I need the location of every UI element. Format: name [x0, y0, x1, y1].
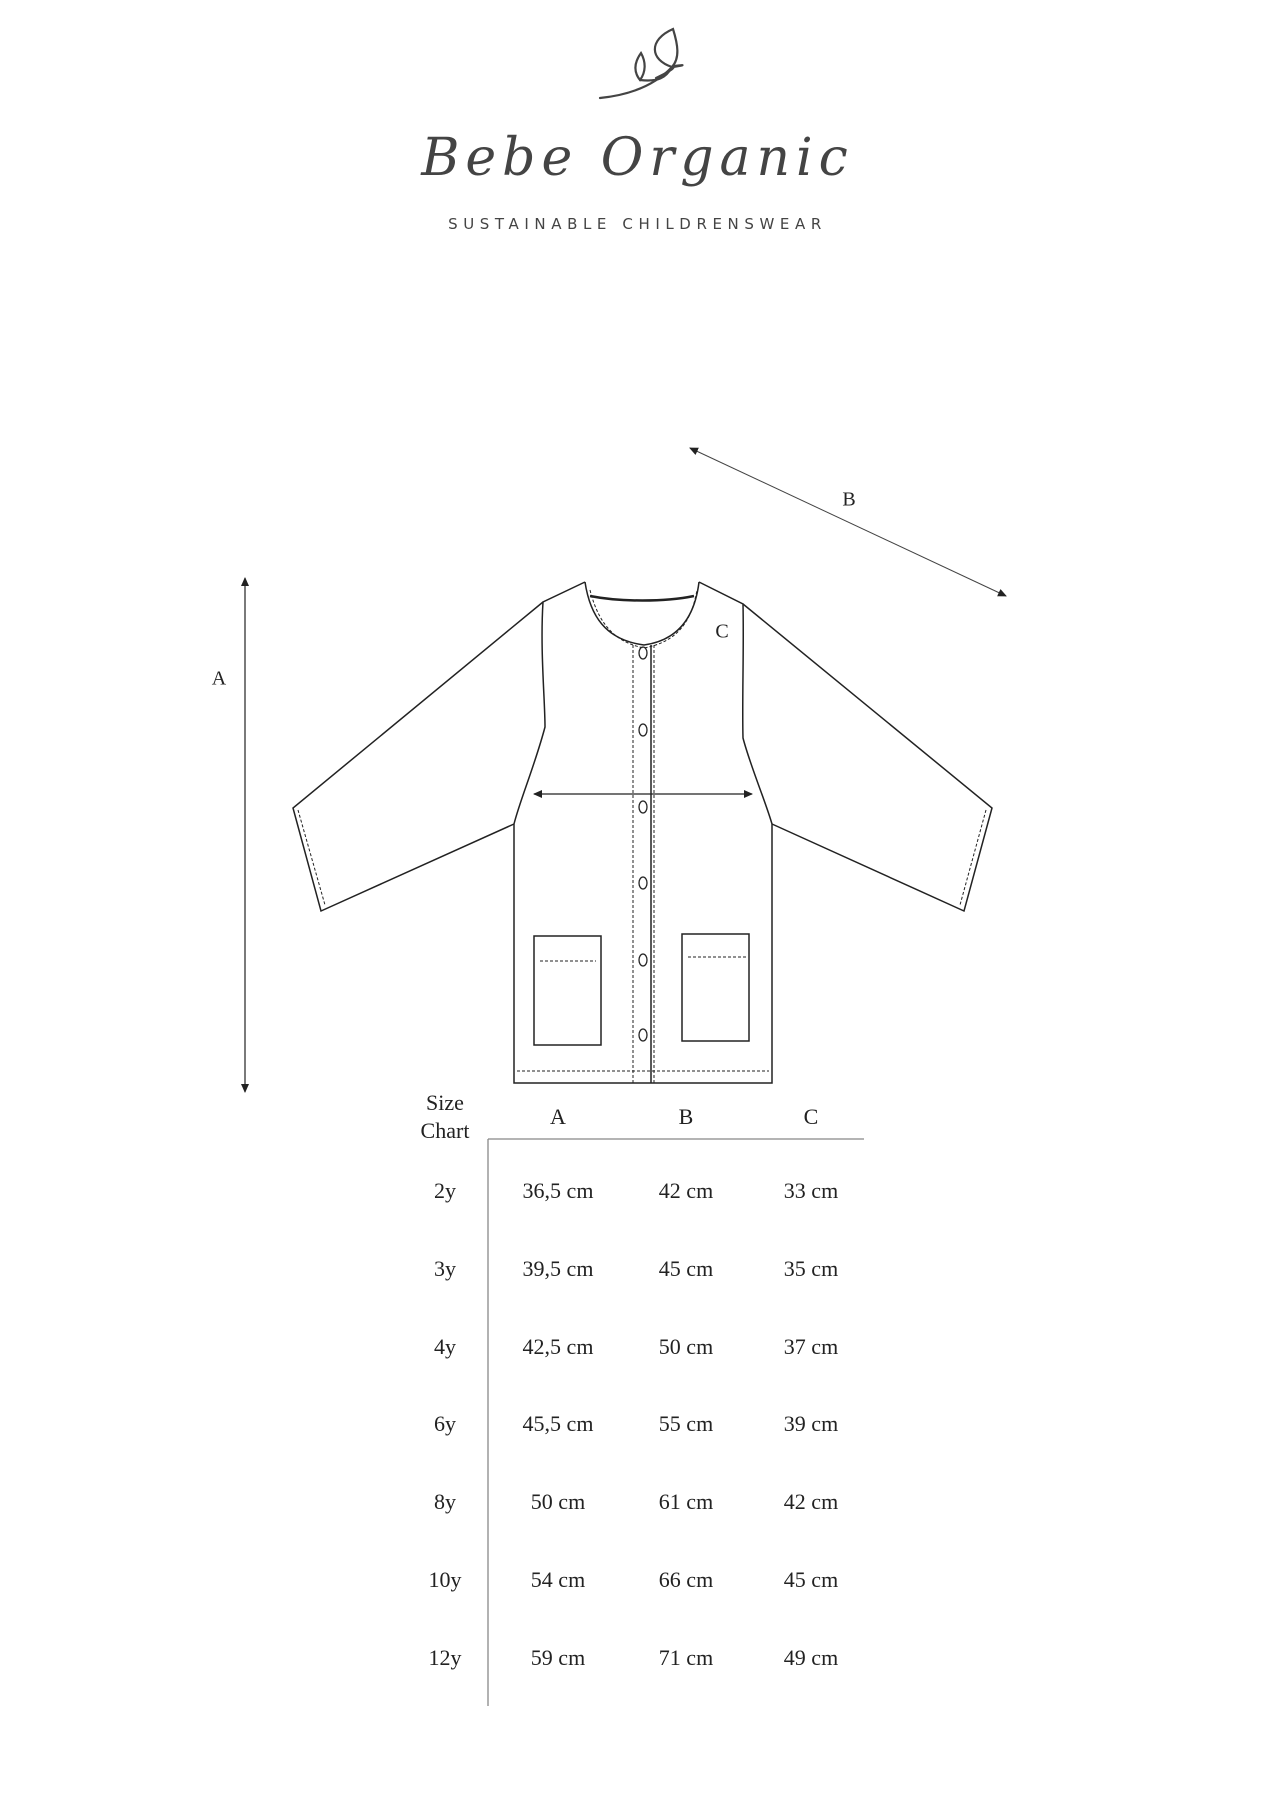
size-cell: 4y [434, 1333, 456, 1359]
dimension-b-label: B [842, 488, 856, 511]
size-cell: 12y [428, 1644, 462, 1670]
buttons [639, 647, 647, 1041]
measurement-cell: 35 cm [783, 1255, 839, 1281]
measurement-cell: 45 cm [658, 1255, 714, 1281]
measurement-cell: 50 cm [530, 1489, 586, 1515]
measurement-cell: 45 cm [783, 1567, 839, 1592]
dimension-c-label: C [715, 620, 729, 643]
measurement-cell: 50 cm [658, 1333, 714, 1359]
column-header-c: C [803, 1104, 819, 1129]
measurement-cell: 71 cm [658, 1644, 714, 1670]
measurement-cell: 45,5 cm [522, 1411, 594, 1437]
leaf-icon [600, 29, 683, 98]
size-cell: 8y [434, 1489, 456, 1515]
dimension-b-arrow [690, 448, 1006, 596]
size-cell: 6y [434, 1411, 456, 1437]
brand-tagline: SUSTAINABLE CHILDRENSWEAR [448, 215, 827, 233]
measurement-cell: 42,5 cm [522, 1333, 594, 1359]
measurement-cell: 61 cm [658, 1489, 714, 1515]
size-cell: 10y [428, 1567, 462, 1592]
size-cell: 3y [434, 1255, 456, 1281]
size-chart-corner [421, 1089, 470, 1145]
column-header-b: B [678, 1104, 694, 1129]
corner-line-1: Size [426, 1090, 464, 1115]
measurement-cell: 54 cm [530, 1567, 586, 1592]
measurement-cell: 59 cm [530, 1644, 586, 1670]
corner-line-2: Chart [420, 1118, 470, 1143]
measurement-cell: 39 cm [783, 1411, 839, 1437]
measurement-cell: 66 cm [658, 1567, 714, 1592]
column-header-a: A [550, 1104, 566, 1129]
size-cell: 2y [434, 1178, 456, 1203]
dimension-a-label: A [211, 667, 227, 690]
measurement-cell: 49 cm [783, 1644, 839, 1670]
jacket-illustration [293, 582, 992, 1083]
measurement-cell: 55 cm [658, 1411, 714, 1437]
brand-logo-text: Bebe Organic [421, 128, 854, 188]
measurement-cell: 33 cm [783, 1178, 839, 1203]
measurement-cell: 42 cm [658, 1178, 714, 1203]
measurement-cell: 42 cm [783, 1489, 839, 1515]
measurement-cell: 39,5 cm [522, 1255, 594, 1281]
measurement-cell: 36,5 cm [522, 1178, 594, 1203]
measurement-cell: 37 cm [783, 1333, 839, 1359]
